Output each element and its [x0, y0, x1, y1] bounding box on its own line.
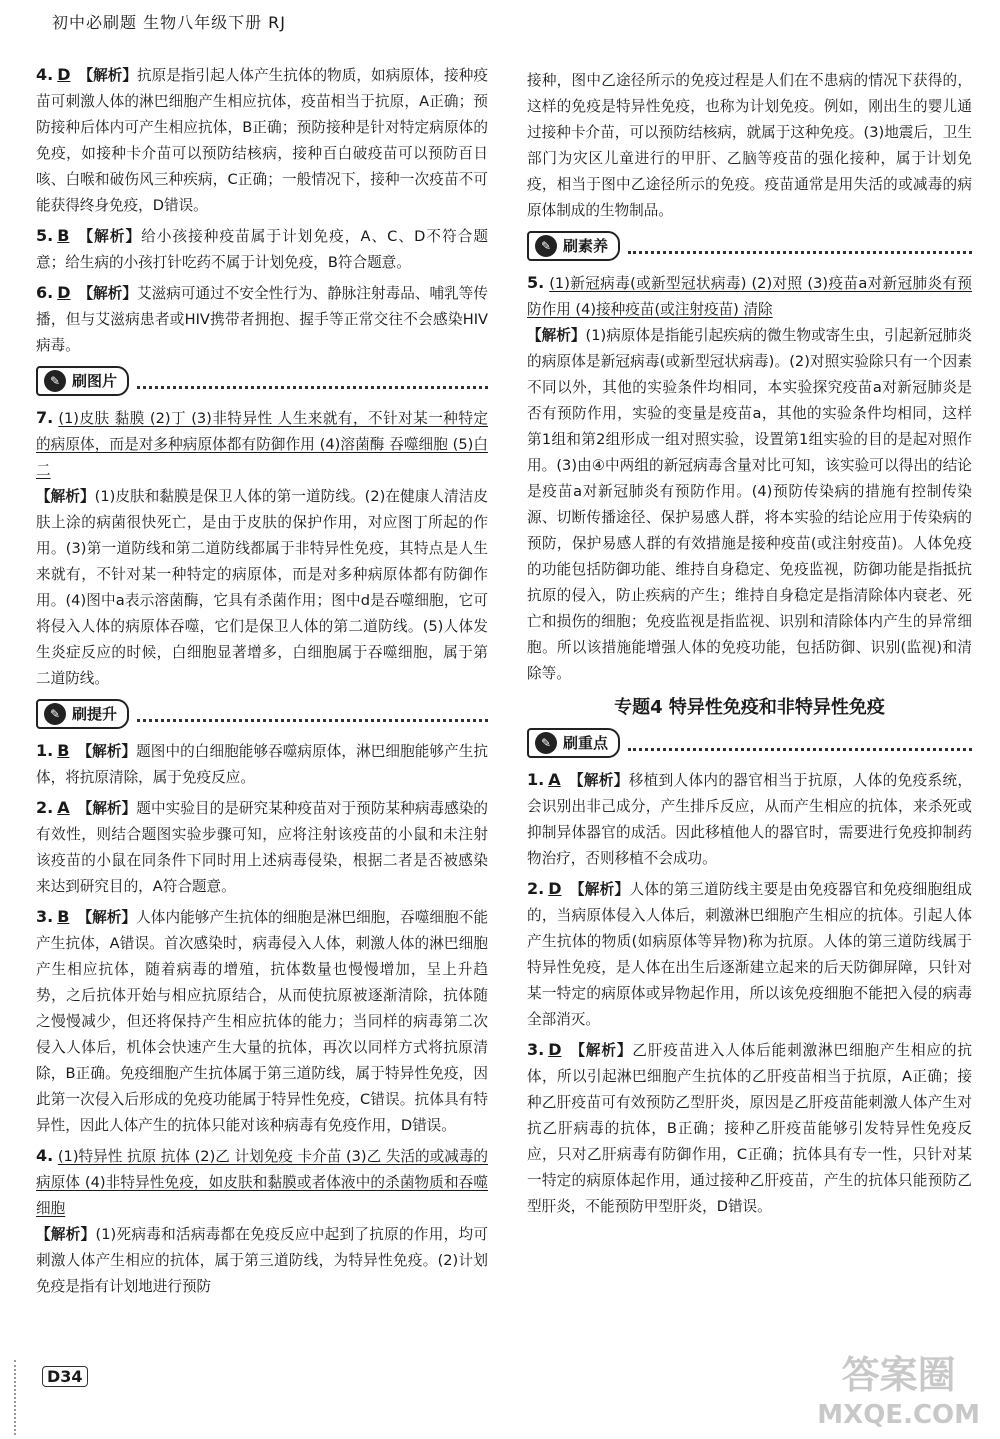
- dotted-divider: [137, 707, 488, 722]
- analysis-text: 艾滋病可通过不安全性行为、静脉注射毒品、哺乳等传播，但与艾滋病患者或HIV携带者拥抱、握手等正常交往不会感染HIV病毒。: [36, 285, 488, 354]
- section-title: 刷素养: [563, 237, 609, 255]
- analysis-tag: 【解析】: [77, 743, 137, 760]
- analysis-tag: 【解析】: [36, 1226, 96, 1243]
- item-number: 6.: [36, 283, 54, 302]
- topic-title: 专题4 特异性免疫和非特异性免疫: [614, 697, 885, 718]
- section-badge: [527, 728, 620, 758]
- item-number: 1.: [527, 770, 545, 789]
- item-number: 1.: [36, 741, 54, 760]
- item-number: 4.: [36, 1146, 54, 1165]
- pen-icon: ✎: [44, 703, 66, 725]
- section-header: [527, 230, 972, 262]
- page-number: D34: [42, 1366, 88, 1387]
- section-header: [36, 698, 488, 730]
- item-number: 4.: [36, 65, 54, 84]
- answer-letter: B: [57, 226, 70, 245]
- answer-letter: A: [57, 798, 70, 817]
- analysis-tag: 【解析】: [77, 909, 137, 926]
- continued-text: 接种，图中乙途径所示的免疫过程是人们在不患病的情况下获得的，这样的免疫是特异性免疫，也称为计划免疫。例如，刚出生的婴儿通过接种卡介苗，可以预防结核病，就属于这种免疫。(3)地震后，卫生部门为灾区儿童进行的甲肝、乙脑等疫苗的强化接种，属于计划免疫，相当于图中乙途径所示的免疫。疫苗通常是用失活的或减毒的病原体制成的生物制品。: [527, 72, 972, 219]
- analysis-text: 人体的第三道防线主要是由免疫器官和免疫细胞组成的，当病原体侵入人体后，刺激淋巴细胞产生相应的抗体。引起人体产生抗体的物质(如病原体等异物)称为抗原。人体的第三道防线属于特异性免疫，是人体在出生后逐渐建立起来的后天防御屏障，只针对某一特定的病原体或异物起作用，所以该免疫细胞不能把入侵的病毒全部消灭。: [527, 881, 972, 1028]
- right-column: [527, 68, 972, 1224]
- item-number: 2.: [527, 879, 545, 898]
- answer-item: [36, 904, 488, 1139]
- analysis-tag: 【解析】: [78, 285, 138, 302]
- item-number: 5.: [36, 226, 54, 245]
- item-number: 7.: [36, 408, 54, 427]
- analysis-text: 移植到人体内的器官相当于抗原，人体的免疫系统，会识别出非己成分，产生排斥反应，从而产生相应的抗体，来杀死或抑制异体器官的成活。因此移植他人的器官时，需要进行免疫抑制药物治疗，否则移植不会成功。: [527, 772, 972, 867]
- analysis-text: (1)皮肤和黏膜是保卫人体的第一道防线。(2)在健康人清洁皮肤上涂的病菌很快死亡，是由于皮肤的保护作用，对应图丁所起的作用。(3)第一道防线和第二道防线都属于非特异性免疫，其特点是人生来就有，不针对某一种特定的病原体，而是对多种病原体都有防御作用。(4)图中a表示溶菌酶，它具有杀菌作用；图中d是吞噬细胞，它可将侵入人体的病原体吞噬，它们是保卫人体的第二道防线。(5)人体发生炎症反应的时候，白细胞显著增多，白细胞属于吞噬细胞，属于第二道防线。: [36, 488, 488, 687]
- analysis-tag: 【解析】: [569, 881, 630, 898]
- answer-text: (1)特异性 抗原 抗体 (2)乙 计划免疫 卡介苗 (3)乙 失活的或减毒的病原体 (4)非特异性免疫，如皮肤和黏膜或者体液中的杀菌物质和吞噬细胞: [36, 1148, 489, 1217]
- answer-text: (1)新冠病毒(或新型冠状病毒) (2)对照 (3)疫苗a对新冠肺炎有预防作用 (4)接种疫苗(或注射疫苗) 清除: [527, 275, 972, 318]
- answer-item: [36, 405, 488, 692]
- answer-item: [36, 223, 488, 276]
- answer-item: [36, 795, 488, 900]
- item-number: 2.: [36, 798, 54, 817]
- item-number: 3.: [527, 1040, 545, 1059]
- section-header: [36, 365, 488, 397]
- watermark: [817, 1355, 980, 1435]
- answer-letter: D: [548, 1040, 562, 1059]
- analysis-tag: 【解析】: [77, 228, 142, 245]
- analysis-text: 抗原是指引起人体产生抗体的物质，如病原体，接种疫苗可刺激人体的淋巴细胞产生相应抗体，疫苗相当于抗原，A正确；预防接种后体内可产生相应抗体，B正确；预防接种是针对特定病原体的免疫，如接种卡介苗可以预防结核病，接种百白破疫苗可以预防百日咳、白喉和破伤风三种疾病，C正确；一般情况下，接种一次疫苗不可能获得终身免疫，D错误。: [36, 67, 488, 214]
- analysis-tag: 【解析】: [527, 327, 586, 344]
- section-badge: [36, 699, 129, 729]
- dotted-divider: [628, 736, 972, 751]
- watermark-url: MXQE.COM: [817, 1400, 980, 1430]
- answer-item: [527, 876, 972, 1033]
- pen-icon: ✎: [44, 370, 66, 392]
- section-header: [527, 727, 972, 759]
- pen-icon: ✎: [535, 732, 557, 754]
- section-title: 刷图片: [72, 372, 118, 390]
- dotted-divider: [137, 374, 488, 389]
- analysis-text: 题图中的白细胞能够吞噬病原体，淋巴细胞能够产生抗体，将抗原清除，属于免疫反应。: [36, 743, 488, 786]
- answer-item: [36, 62, 488, 219]
- section-badge: [36, 366, 129, 396]
- analysis-tag: 【解析】: [569, 1042, 633, 1059]
- answer-item: [36, 280, 488, 359]
- dotted-divider: [628, 239, 972, 254]
- answer-letter: D: [57, 65, 71, 84]
- analysis-text: (1)病原体是指能引起疾病的微生物或寄生虫，引起新冠肺炎的病原体是新冠病毒(或新型冠状病毒)。(2)对照实验除只有一个因素不同以外，其他的实验条件均相同，本实验探究疫苗a对新冠肺炎是否有预防作用，实验的变量是疫苗a，其他的实验条件均相同，这样第1组和第2组形成一组对照实验，设置第1组实验的目的是起对照作用。(3)由④中两组的新冠病毒含量对比可知，该实验可以得出的结论是疫苗a对新冠肺炎有预防作用。(4)预防传染病的措施有控制传染源、切断传播途径、保护易感人群，将本实验的结论应用于传染病的预防，保护易感人群的有效措施是接种疫苗(或注射疫苗)。人体免疫的功能包括防御功能、维持自身稳定、免疫监视，防御功能是指抵抗抗原的侵入，防止疾病的产生；维持自身稳定是指清除体内衰老、死亡和损伤的细胞；免疫监视是指监视、识别和清除体内产生的异常细胞。所以该措施能增强人体的免疫功能，包括防御、识别(监视)和清除等。: [527, 327, 972, 682]
- analysis-text: 给小孩接种疫苗属于计划免疫，A、C、D不符合题意；给生病的小孩打针吃药不属于计划免疫，B符合题意。: [36, 228, 488, 271]
- watermark-logo: 答案圈: [841, 1353, 956, 1397]
- answer-letter: D: [548, 879, 562, 898]
- answer-item: [36, 1143, 488, 1300]
- left-column: [36, 62, 488, 1304]
- analysis-text: 题中实验目的是研究某种疫苗对于预防某种病毒感染的有效性，则结合题图实验步骤可知，应将注射该疫苗的小鼠和未注射该疫苗的小鼠在同条件下同时用上述病毒侵染，根据二者是否被感染来达到研究目的，A符合题意。: [36, 800, 488, 895]
- answer-letter: D: [57, 283, 71, 302]
- answer-letter: B: [57, 741, 70, 760]
- answer-letter: A: [548, 770, 561, 789]
- answer-letter: B: [57, 907, 70, 926]
- answer-item: [527, 1037, 972, 1220]
- section-badge: [527, 231, 620, 261]
- answer-item: [527, 270, 972, 687]
- section-title: 刷提升: [72, 705, 118, 723]
- analysis-tag: 【解析】: [78, 67, 138, 84]
- analysis-tag: 【解析】: [77, 800, 137, 817]
- pen-icon: ✎: [535, 235, 557, 257]
- analysis-tag: 【解析】: [36, 488, 95, 505]
- answer-text: (1)皮肤 黏膜 (2)丁 (3)非特异性 人生来就有，不针对某一种特定的病原体，而是对多种病原体都有防御作用 (4)溶菌酶 吞噬细胞 (5)白 二: [36, 410, 489, 479]
- answer-item: [527, 767, 972, 872]
- answer-item: [36, 738, 488, 791]
- item-number: 5.: [527, 273, 545, 292]
- analysis-text: (1)死病毒和活病毒都在免疫反应中起到了抗原的作用，均可刺激人体产生相应的抗体，属于第三道防线，为特异性免疫。(2)计划免疫是指有计划地进行预防: [36, 1226, 488, 1295]
- analysis-text: 乙肝疫苗进入人体后能刺激淋巴细胞产生相应的抗体，所以引起淋巴细胞产生抗体的乙肝疫苗相当于抗原，A正确；接种乙肝疫苗可有效预防乙型肝炎，原因是乙肝疫苗能刺激人体产生对抗乙肝病毒的抗体，B正确；接种乙肝疫苗能够引发特异性免疫反应，只对乙肝病毒有防御作用，C正确；抗体具有专一性，只针对某一特定的病原体起作用，通过接种乙肝疫苗，产生的抗体只能预防乙型肝炎，不能预防甲型肝炎，D错误。: [527, 1042, 972, 1215]
- analysis-text: 人体内能够产生抗体的细胞是淋巴细胞，吞噬细胞不能产生抗体，A错误。首次感染时，病毒侵入人体，刺激人体的淋巴细胞产生相应抗体，随着病毒的增殖，抗体数量也慢慢增加，呈上升趋势，之后抗体开始与相应抗原结合，从而使抗原被逐渐清除，抗体随之慢慢减少，但还将保持产生相应抗体的能力；当同样的病毒第二次侵入人体后，机体会快速产生大量的抗体，再次以同样方式将抗原清除，B正确。免疫细胞产生抗体属于第三道防线，属于特异性免疫，因此第一次侵入后形成的免疫功能属于特异性免疫，C错误。抗体具有特异性，因此人体产生的抗体只能对该种病毒有免疫作用，D错误。: [36, 909, 488, 1134]
- item-number: 3.: [36, 907, 54, 926]
- analysis-tag: 【解析】: [568, 772, 629, 789]
- page-header: 初中必刷题 生物八年级下册 RJ: [52, 13, 287, 32]
- section-title: 刷重点: [563, 734, 609, 752]
- page-edge-marks: [14, 1360, 30, 1435]
